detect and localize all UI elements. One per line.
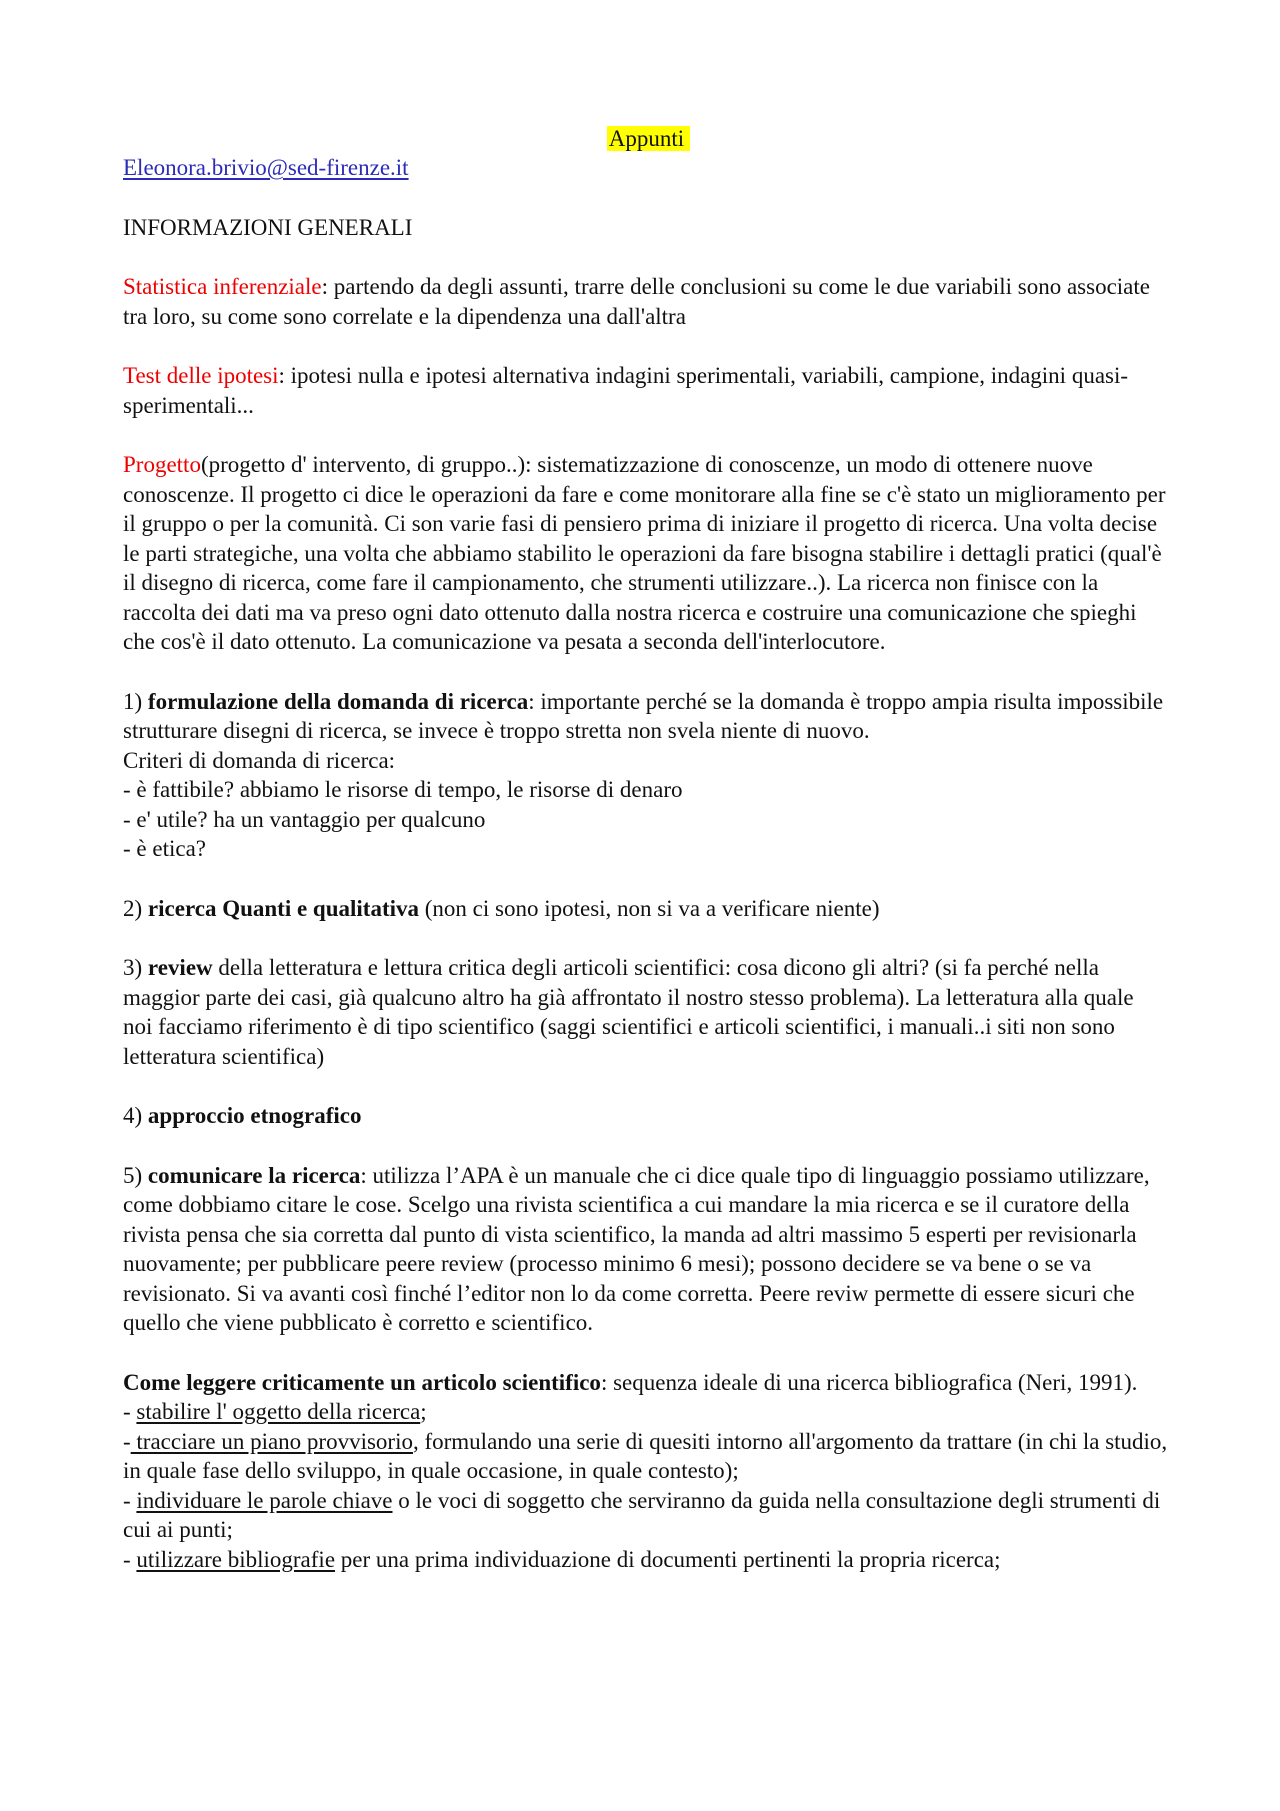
email-link[interactable]: Eleonora.brivio@sed-firenze.it	[123, 155, 409, 180]
list-item-prefix: -	[123, 1546, 137, 1572]
list-item-rest: o le voci di soggetto che serviranno da guida nella consultazione degli strumenti di cui ai punti;	[123, 1487, 1161, 1542]
paragraph-step1	[123, 687, 1168, 746]
step5-term: comunicare la ricerca	[147, 1162, 361, 1188]
step5-text: : utilizza l’APA è un manuale che ci dice quale tipo di linguaggio possiamo utilizzare, come dobbiamo citare le cose. Scelgo una rivista scientifica a cui mandare la mia ricerca e se il curatore della rivista pensa che sia corretta dal punto di vista scientifico, la manda ad altri massimo 5 esperti per revisionarla nuovamente; per pubblicare peere review (processo minimo 6 mesi); possono decidere se va bene o se va revisionato. Si va avanti così finché l’editor non lo da come corretta. Peere reviw permette di essere sicuri che quello che viene pubblicato è corretto e scientifico.	[123, 1162, 1150, 1335]
spacer	[123, 1071, 1168, 1101]
step2-term: ricerca Quanti e qualitativa	[147, 895, 419, 921]
step3-number: 3)	[123, 955, 148, 980]
criteria-intro: Criteri di domanda di ricerca:	[123, 747, 396, 773]
spacer	[123, 183, 1168, 213]
paragraph-step3	[123, 953, 1168, 1071]
list-item-prefix: -	[123, 1487, 137, 1513]
criteria-item: - è fattibile? abbiamo le risorse di tempo, le risorse di denaro	[123, 777, 683, 802]
list-item-rest: ;	[420, 1399, 427, 1424]
paragraph-step5	[123, 1161, 1168, 1338]
paragraph-step4	[123, 1101, 1168, 1131]
paragraph-statistica	[123, 272, 1168, 331]
text-test: : ipotesi nulla e ipotesi alternativa indagini sperimentali, variabili, campione, indagini quasi-sperimentali...	[123, 363, 1129, 418]
step4-term: approccio etnografico	[147, 1103, 362, 1128]
term-test: Test delle ipotesi	[123, 363, 279, 388]
step1-term: formulazione della domanda di ricerca	[147, 688, 529, 714]
step2-number: 2)	[123, 895, 148, 921]
list-item	[123, 1397, 1168, 1427]
step3-term: review	[147, 955, 213, 980]
spacer	[123, 242, 1168, 272]
step5-number: 5)	[123, 1162, 148, 1188]
paragraph-critical-reading	[123, 1368, 1168, 1398]
title-row	[129, 124, 1168, 153]
list-item-key-phrase: stabilire l' oggetto della ricerca	[136, 1399, 421, 1424]
text-statistica: : partendo da degli assunti, trarre delle conclusioni su come le due variabili sono associate tra loro, su come sono correlate e la dipendenza una dall'altra	[123, 274, 1150, 329]
list-item	[123, 1545, 1168, 1575]
spacer	[123, 331, 1168, 361]
paragraph-step2	[123, 894, 1168, 924]
step2-text: (non ci sono ipotesi, non si va a verificare niente)	[419, 895, 880, 921]
list-item-prefix: -	[123, 1399, 137, 1424]
email-line	[123, 153, 1168, 183]
spacer	[123, 864, 1168, 894]
paragraph-test	[123, 361, 1168, 420]
list-item	[123, 1427, 1168, 1486]
step4-number: 4)	[123, 1103, 148, 1128]
paragraph-progetto	[123, 450, 1168, 657]
spacer	[123, 923, 1168, 953]
document-title: Appunti	[607, 126, 690, 151]
text-progetto: (progetto d' intervento, di gruppo..): sistematizzazione di conoscenze, un modo di ottenere nuove conoscenze. Il progetto ci dice le operazioni da fare e come monitorare alla fine se c'è stato un miglioramento per il gruppo o per la comunità. Ci son varie fasi di pensiero prima di iniziare il progetto di ricerca. Una volta decise le parti strategiche, una volta che abbiamo stabilito le operazioni da fare bisogna stabilire i dettagli pratici (qual'è il disegno di ricerca, come fare il campionamento, che strumenti utilizzare..). La ricerca non finisce con la raccolta dei dati ma va preso ogni dato ottenuto dalla nostra ricerca e costruire una comunicazione che spieghi che cos'è il dato ottenuto. La comunicazione va pesata a seconda dell'interlocutore.	[123, 452, 1166, 654]
critical-reading-term: Come leggere criticamente un articolo scientifico	[123, 1369, 601, 1395]
critical-reading-text: : sequenza ideale di una ricerca bibliografica (Neri, 1991).	[600, 1369, 1138, 1395]
list-item-prefix: -	[123, 1428, 131, 1454]
step1-number: 1)	[123, 688, 148, 714]
list-item-key-phrase: tracciare un piano provvisorio	[130, 1428, 413, 1454]
list-item-rest: , formulando una serie di quesiti intorno all'argomento da trattare (in chi la studio, in quale fase dello sviluppo, in quale occasione, in quale contesto);	[123, 1428, 1168, 1483]
criteria-item: - è etica?	[123, 836, 206, 861]
list-item	[123, 1486, 1168, 1545]
document-body	[123, 124, 1168, 1574]
list-item-key-phrase: utilizzare bibliografie	[136, 1546, 336, 1572]
spacer	[123, 1131, 1168, 1161]
term-progetto: Progetto	[123, 452, 201, 477]
spacer	[123, 657, 1168, 687]
section-heading: INFORMAZIONI GENERALI	[123, 214, 413, 240]
step3-text: della letteratura e lettura critica degli articoli scientifici: cosa dicono gli altri? (si fa perché nella maggior parte dei casi, già qualcuno altro ha già affrontato il nostro stesso problema). La letteratura alla quale noi facciamo riferimento è di tipo scientifico (saggi scientifici e articoli scientifici, i manuali..i siti non sono letteratura scientifica)	[123, 955, 1134, 1069]
term-statistica: Statistica inferenziale	[123, 274, 322, 299]
step1-text: : importante perché se la domanda è troppo ampia risulta impossibile strutturare disegni di ricerca, se invece è troppo stretta non svela niente di nuovo.	[123, 688, 1164, 743]
criteria-item: - e' utile? ha un vantaggio per qualcuno	[123, 806, 486, 832]
list-item-rest: per una prima individuazione di documenti pertinenti la propria ricerca;	[335, 1546, 1001, 1572]
spacer	[123, 420, 1168, 450]
list-item-key-phrase: individuare le parole chiave	[136, 1487, 393, 1513]
spacer	[123, 1338, 1168, 1368]
